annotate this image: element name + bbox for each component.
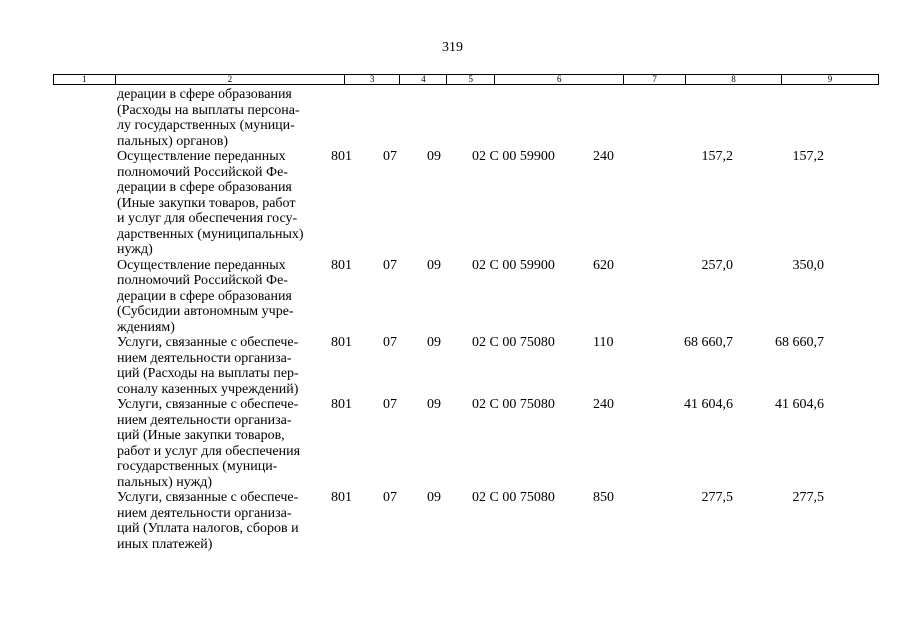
expense-type: 850 [593,490,614,505]
amount-year-2: 157,2 [792,149,824,164]
target-article: 02 С 00 75080 [472,490,555,505]
column-number-8: 8 [686,75,782,85]
column-number-9: 9 [781,75,878,85]
table-row [53,397,879,490]
section: 07 [383,490,397,505]
description-line: и услуг для обеспечения госу- [117,211,298,226]
description-line: нием деятельности организа- [117,350,292,366]
section: 07 [383,257,397,273]
expense-type: 240 [593,149,614,164]
description-line: ждениям) [117,319,175,335]
column-number-header [53,74,879,85]
column-number-1: 1 [54,75,116,85]
row-description [53,335,326,397]
description-line: (Иные закупки товаров, работ [117,195,296,211]
description-line: полномочий Российской Фе- [117,273,288,288]
description-line: ций (Уплата налогов, сборов и [117,521,299,536]
subsection: 09 [427,397,441,412]
amount-year-1: 277,5 [701,490,733,505]
budget-department: 801 [331,149,352,164]
description-line: работ и услуг для обеспечения [117,443,301,459]
description-line: государственных (муници- [117,459,278,474]
budget-department: 801 [331,397,352,412]
page-number: 319 [442,40,463,55]
amount-year-2: 277,5 [792,490,824,505]
description-line: полномочий Российской Фе- [117,164,288,180]
amount-year-2: 41 604,6 [775,397,824,412]
table-row [53,87,879,149]
description-line: пальных) нужд) [117,474,213,490]
row-description [53,258,326,336]
description-line: дерации в сфере образования [117,87,292,102]
description-line: дерации в сфере образования [117,180,292,195]
section [378,87,422,149]
description-line: лу государственных (муници- [117,118,295,133]
table-row [53,149,879,258]
table-row [53,335,879,397]
amount-year-2 [736,87,827,149]
description-line: Услуги, связанные с обеспече- [117,397,299,412]
expense-type: 240 [593,397,614,412]
subsection: 09 [427,335,441,350]
description-line: иных платежей) [117,536,213,552]
amount-year-1: 157,2 [701,149,733,164]
budget-department: 801 [331,490,352,505]
column-number-3: 3 [344,75,399,85]
description-line: ций (Иные закупки товаров, [117,428,285,443]
description-line: дарственных (муниципальных) [117,226,304,242]
description-line: ций (Расходы на выплаты пер- [117,366,299,381]
subsection [422,87,467,149]
expense-type: 620 [593,257,614,273]
amount-year-1: 68 660,7 [684,335,733,350]
expense-type [588,87,646,149]
target-article: 02 С 00 75080 [472,335,555,350]
section: 07 [383,397,397,412]
column-number-7: 7 [624,75,686,85]
row-description [53,87,326,149]
expense-type: 110 [593,335,614,350]
column-number-6: 6 [495,75,624,85]
table-row [53,258,879,336]
row-description [53,490,326,552]
budget-table [53,87,879,552]
column-number-5: 5 [447,75,495,85]
description-line: Осуществление переданных [117,149,286,164]
amount-year-2: 350,0 [792,257,824,273]
section: 07 [383,149,397,164]
budget-department [326,87,378,149]
description-line: соналу казенных учреждений) [117,381,299,397]
subsection: 09 [427,257,441,273]
description-line: (Расходы на выплаты персона- [117,102,300,118]
target-article: 02 С 00 59900 [472,149,555,164]
target-article [467,87,588,149]
row-description [53,397,326,490]
description-line: Услуги, связанные с обеспече- [117,490,299,505]
description-line: (Субсидии автономным учре- [117,304,294,319]
section: 07 [383,335,397,350]
target-article: 02 С 00 75080 [472,397,555,412]
target-article: 02 С 00 59900 [472,257,555,273]
description-line: нием деятельности организа- [117,505,292,521]
column-number-2: 2 [115,75,344,85]
description-line: Услуги, связанные с обеспече- [117,335,299,350]
table-row [53,490,879,552]
amount-year-1 [646,87,736,149]
description-line: нужд) [117,242,153,257]
description-line: дерации в сфере образования [117,288,292,304]
subsection: 09 [427,490,441,505]
amount-year-2: 68 660,7 [775,335,824,350]
column-number-4: 4 [400,75,447,85]
amount-year-1: 41 604,6 [684,397,733,412]
description-line: пальных) органов) [117,133,228,149]
description-line: Осуществление переданных [117,257,286,273]
amount-year-1: 257,0 [701,257,733,273]
description-line: нием деятельности организа- [117,412,292,428]
subsection: 09 [427,149,441,164]
budget-department: 801 [331,257,352,273]
budget-department: 801 [331,335,352,350]
row-description [53,149,326,258]
